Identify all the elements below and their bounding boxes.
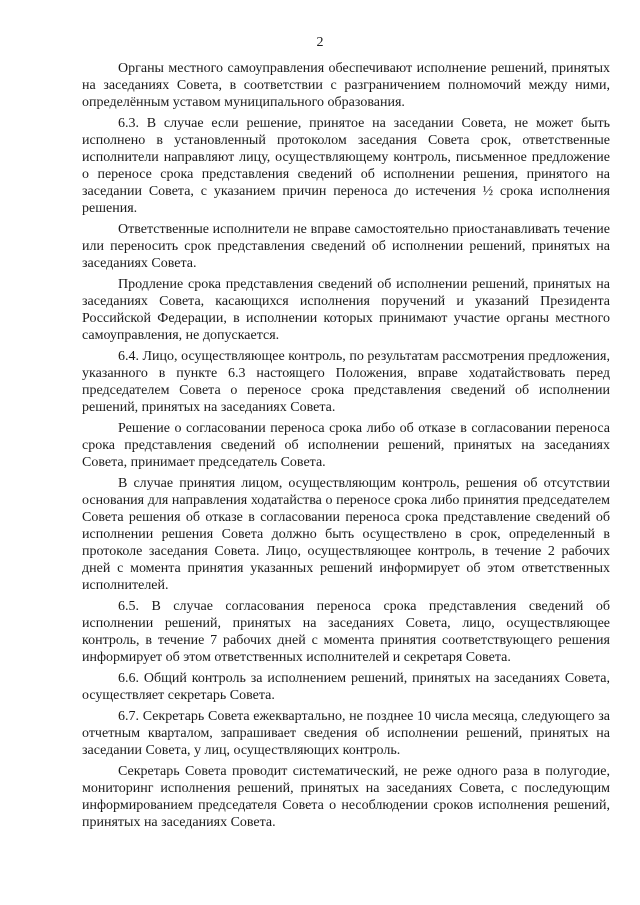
page-number: 2 [316, 35, 324, 50]
paragraph-6-4: 6.4. Лицо, осуществляющее контроль, по результатам рассмотрения предложения, указанного в пункте 6.3 настоящего Положения, вправе ходатайствовать перед председателем Совета о переносе срока представления сведений об исполнении решений, принятых на заседаниях Совета. [82, 349, 610, 415]
paragraph-refusal-case: В случае принятия лицом, осуществляющим контроль, решения об отсутствии основания для направления ходатайства о переносе срока либо принятия председателем Совета решения об отказе в согласовании переноса срока представление сведений об исполнении решения Совета должно быть осуществлено в срок, определенный в протоколе заседания Совета. Лицо, осуществляющее контроль, в течение 2 рабочих дней с момента принятия указанных решений информирует об этом ответственных исполнителей. [82, 476, 610, 593]
paragraph-extension-prohibited: Продление срока представления сведений об исполнении решений, принятых на заседаниях Совета, касающихся исполнения поручений и указаний Президента Российской Федерации, в исполнении которых принимают участие органы местного самоуправления, не допускается. [82, 277, 610, 343]
paragraph-monitoring: Секретарь Совета проводит систематический, не реже одного раза в полугодие, мониторинг исполнения решений, принятых на заседаниях Совета, с последующим информированием председателя Совета о несоблюдении сроков исполнения решений, принятых на заседаниях Совета. [82, 764, 610, 830]
paragraph-local-government: Органы местного самоуправления обеспечивают исполнение решений, принятых на заседаниях Совета, в соответствии с разграничением полномочий между ними, определённым уставом муниципального образования. [82, 61, 610, 110]
paragraph-6-7: 6.7. Секретарь Совета ежеквартально, не позднее 10 числа месяца, следующего за отчетным кварталом, запрашивает сведения об исполнении решений, принятых на заседании Совета, у лиц, осуществляющих контроль. [82, 709, 610, 758]
paragraph-6-6: 6.6. Общий контроль за исполнением решений, принятых на заседаниях Совета, осуществляет секретарь Совета. [82, 671, 610, 703]
document-body [82, 60, 610, 835]
paragraph-6-3: 6.3. В случае если решение, принятое на заседании Совета, не может быть исполнено в установленный протоколом заседания Совета срок, ответственные исполнители направляют лицу, осуществляющему контроль, письменное предложение о переносе срока представления сведений об исполнении решения, принятого на заседании Совета, с указанием причин переноса до истечения ½ срока исполнения решения. [82, 116, 610, 216]
paragraph-6-5: 6.5. В случае согласования переноса срока представления сведений об исполнении решений, принятых на заседаниях Совета, лицо, осуществляющее контроль, в течение 7 рабочих дней с момента принятия соответствующего решения информирует об этом ответственных исполнителей и секретаря Совета. [82, 599, 610, 665]
paragraph-executors-restriction: Ответственные исполнители не вправе самостоятельно приостанавливать течение или переносить срок представления сведений об исполнении решений, принятых на заседаниях Совета. [82, 222, 610, 271]
paragraph-chairman-decision: Решение о согласовании переноса срока либо об отказе в согласовании переноса срока представления сведений об исполнении решений, принятых на заседаниях Совета, принимает председатель Совета. [82, 421, 610, 470]
